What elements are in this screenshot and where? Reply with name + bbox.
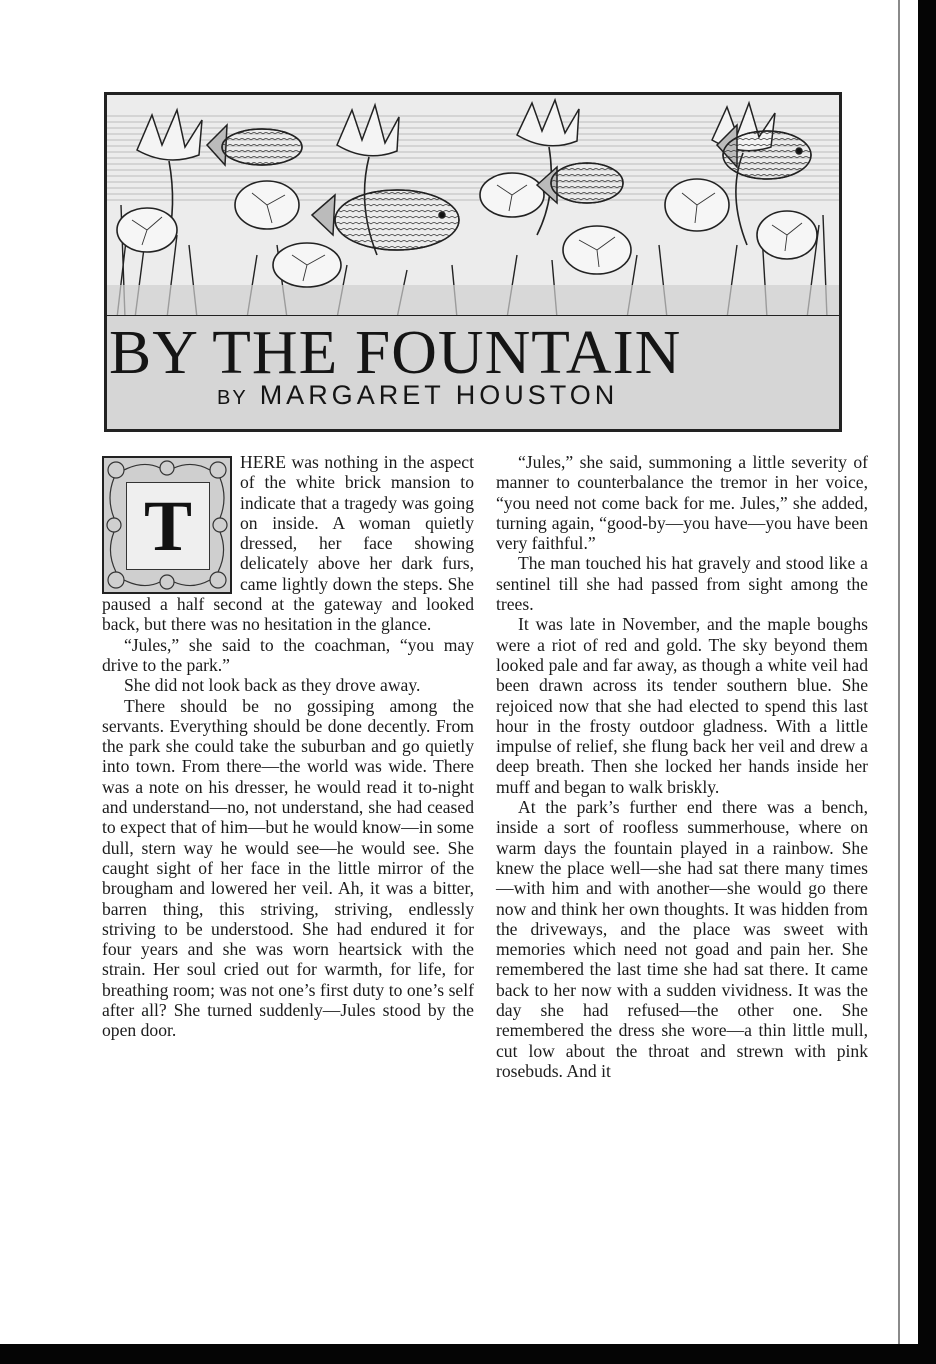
page-edge-bottom <box>0 1344 936 1364</box>
dropcap-frame <box>126 482 210 570</box>
byline <box>217 380 817 411</box>
paragraph: There should be no gossiping among the servants. Everything should be done decently. From the park she could take the suburban and go quietly into town. From there—the world was wide. There was a note on his dresser, he would read it to-night and understand—no, not understand, she had ceased to expect that of him—but he would know—in some dull, stern way he would see—he would see. She caught sight of her face in the little mirror of the brougham and lowered her veil. Ah, it was a bitter, barren thing, this striving, striving, endlessly striving to be understood. She had endured it for four years and she was worn heartsick with the strain. Her soul cried out for warmth, for life, for breathing room; was not one’s first duty to one’s self after all? She turned suddenly—Jules stood by the open door. <box>102 695 474 1041</box>
fish-lily-illustration <box>107 95 839 318</box>
paragraph: HERE was nothing in the aspect of the white brick mansion to indicate that a tragedy was going on inside. A woman quietly dressed, her face showing delicately above her dark furs, came lightly down the steps. She paused a half second at the gateway and looked back, but there was no hesitation in the glance. <box>102 452 474 635</box>
paragraph: At the park’s further end there was a bench, inside a sort of roofless summerhouse, where on warm days the fountain played in a rainbow. She knew the place well—she had sat there many times—with him and with another—she would go there now and think her own thoughts. It was hidden from the driveways, and the place was sweet with memories which need not goad and pain her. She remembered the last time she had sat there. It came back to her now with a sudden vividness. It was the day she had refused—the other one. She remembered the dress she wore—a thin little mull, cut low about the throat and strewn with pink rosebuds. And it <box>496 797 868 1081</box>
paragraph: “Jules,” she said to the coachman, “you may drive to the park.” <box>102 634 474 675</box>
dropcap-letter: T <box>143 486 193 566</box>
paragraph: It was late in November, and the maple boughs were a riot of red and gold. The sky beyond them looked pale and far away, as though a white veil had been drawn across its tender southern blue. She rejoiced now that she had elected to spend this last hour in the frosty outdoor gladness. With a little impulse of relief, she flung back her veil and drew a deep breath. Then she locked her hands inside her muff and began to walk briskly. <box>496 614 868 797</box>
article-title: BY THE FOUNTAIN <box>109 319 682 387</box>
header-illustration <box>104 92 842 318</box>
paragraph: The man touched his hat gravely and stood like a sentinel till she had passed from sight among the trees. <box>496 553 868 615</box>
left-column <box>102 452 474 1041</box>
page-fold <box>898 0 900 1344</box>
title-band <box>104 316 842 432</box>
page-edge-right <box>918 0 936 1364</box>
dropcap-ornament <box>102 456 232 594</box>
paragraph: “Jules,” she said, summoning a little severity of manner to counterbalance the tremor in her voice, “you need not come back for me. Jules,” she added, turning again, “good-by—you have—you have been very faithful.” <box>496 452 868 554</box>
byline-by: BY <box>217 387 248 409</box>
paragraph: She did not look back as they drove away. <box>124 675 421 696</box>
right-column <box>496 452 868 1081</box>
byline-author: MARGARET HOUSTON <box>259 380 619 410</box>
